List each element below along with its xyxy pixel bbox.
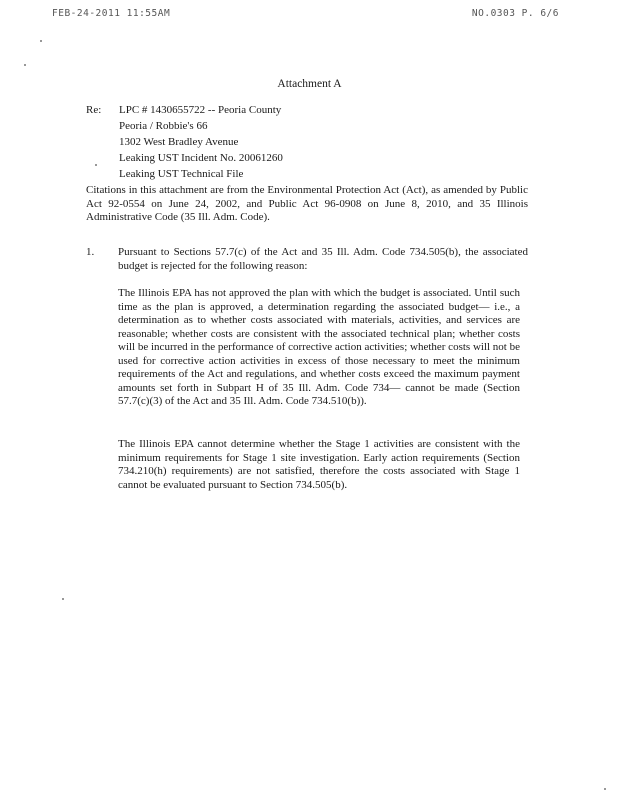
scan-speck — [62, 598, 64, 600]
re-label: Re: — [86, 104, 102, 116]
attachment-title: Attachment A — [277, 78, 342, 90]
re-lines — [119, 102, 283, 182]
re-line: LPC # 1430655722 -- Peoria County — [119, 104, 282, 116]
scan-speck — [24, 64, 26, 66]
fax-header-left: FEB-24-2011 11:55AM — [52, 8, 171, 19]
re-line: Leaking UST Incident No. 20061260 — [119, 152, 283, 164]
scan-speck — [95, 164, 97, 166]
scan-speck — [604, 788, 606, 790]
re-line: 1302 West Bradley Avenue — [119, 136, 239, 148]
citations-paragraph: Citations in this attachment are from the Environmental Protection Act (Act), as amended by Public Act 92-0554 on June 24, 2002, and Public Act 96-0908 on June 8, 2010, and 35 Illinois Administrative Code (35 Ill. Adm. Code). — [86, 184, 528, 223]
item-paragraph: Pursuant to Sections 57.7(c) of the Act and 35 Ill. Adm. Code 734.505(b), the associated budget is rejected for the following reason: — [118, 246, 528, 272]
fax-header-right: NO.0303 P. 6/6 — [471, 8, 559, 19]
re-line: Peoria / Robbie's 66 — [119, 120, 208, 132]
scan-speck — [40, 40, 42, 42]
fax-header — [52, 8, 559, 22]
item-number: 1. — [86, 246, 95, 258]
stage-1-paragraph: The Illinois EPA cannot determine whether the Stage 1 activities are consistent with the minimum requirements for Stage 1 site investigation. Early action requirements (Section 734.210(h) requirements) are not satisfied, therefore the costs associated with Stage 1 cannot be evaluated pursuant to Section 734.505(b). — [118, 438, 520, 491]
rejection-reason-paragraph: The Illinois EPA has not approved the plan with which the budget is associated. Until such time as the plan is approved, a determination regarding the associated budget— i.e., a determination as to whether costs associated with materials, activities, and services are reasonable; whether costs are consistent with the associated technical plan; whether costs will be incurred in the performance of corrective action activities; whether costs will not be used for corrective action activities in excess of those necessary to meet the minimum requirements of the Act and regulations, and whether costs exceed the maximum payment amounts set forth in Subpart H of 35 Ill. Adm. Code 734— cannot be made (Section 57.7(c)(3) of the Act and 35 Ill. Adm. Code 734.510(b)). — [118, 287, 520, 407]
re-line: Leaking UST Technical File — [119, 168, 244, 180]
